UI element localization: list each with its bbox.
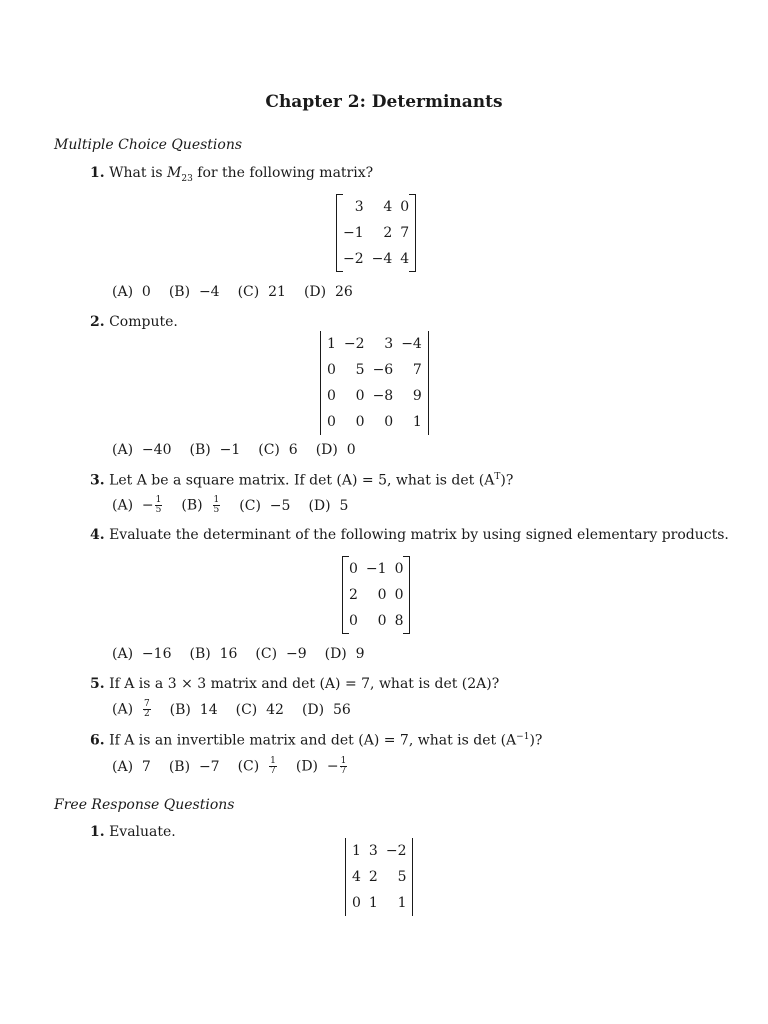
question-text: Let A be a square matrix. If det (A) = 5, what is det (A: [109, 472, 495, 489]
matrix-cell: 0: [355, 414, 365, 430]
question-4: [90, 527, 729, 543]
numerator: 1: [155, 495, 162, 505]
answer-choice: [112, 759, 151, 775]
answer-choice: [236, 702, 284, 718]
choices-q5: [112, 700, 369, 719]
matrix-cell: 5: [355, 362, 365, 378]
matrix-cell: 0: [352, 895, 361, 911]
matrix-cell: 5: [397, 869, 407, 885]
matrix-cell: 0: [349, 613, 358, 629]
answer-choice: (D) 9: [324, 646, 365, 662]
section-multiple-choice: Multiple Choice Questions: [54, 137, 243, 153]
answer-choice: (D) 0: [315, 442, 356, 458]
matrix-row: [348, 890, 410, 916]
question-6: [90, 732, 542, 749]
denominator: 2: [143, 709, 150, 719]
matrix-cell: 0: [327, 388, 336, 404]
matrix-row: [345, 582, 407, 608]
question-2: [90, 314, 178, 330]
matrix-symbol: M: [167, 165, 182, 181]
matrix-row: [323, 409, 426, 435]
matrix-cell: −4: [371, 251, 393, 267]
numerator: 7: [143, 699, 150, 709]
question-text: If A is a 3 × 3 matrix and det (A) = 7, what is det (2A)?: [109, 676, 500, 692]
matrix-row: [348, 838, 410, 864]
matrix-q4: [342, 556, 410, 634]
answer-choice: [239, 498, 290, 514]
choice-label: (C) 42: [235, 701, 284, 718]
answer-choice: (B) −1: [189, 442, 241, 458]
answer-choice: [302, 702, 351, 718]
matrix-cell: 0: [377, 587, 387, 603]
choices-q1: [112, 284, 371, 300]
question-text: What is: [109, 165, 168, 181]
question-3: [90, 472, 513, 489]
answer-choice: (A) 0: [112, 284, 151, 300]
matrix-cell: 0: [327, 362, 336, 378]
answer-choice: [296, 757, 349, 776]
matrix-cell: 0: [355, 388, 365, 404]
matrix-cell: 1: [352, 843, 361, 859]
answer-choice: [170, 702, 218, 718]
matrix-cell: −4: [401, 336, 422, 352]
matrix-cell: 8: [394, 613, 404, 629]
answer-choice: [112, 496, 163, 515]
numerator: 1: [340, 756, 347, 766]
matrix-cell: 2: [349, 587, 358, 603]
matrix-cell: 4: [383, 199, 393, 215]
matrix-cell: 0: [394, 561, 404, 577]
answer-choice: [181, 496, 221, 515]
question-text: Compute.: [109, 314, 178, 330]
matrix-cell: 0: [377, 613, 387, 629]
answer-choice: (C) −9: [255, 646, 307, 662]
matrix-cell: 0: [400, 199, 410, 215]
choices-q4: [112, 646, 383, 662]
question-number: 1.: [90, 824, 105, 840]
choice-label: (B): [181, 497, 212, 514]
matrix-cell: 7: [412, 362, 422, 378]
question-5: [90, 676, 499, 692]
matrix-row: [339, 246, 413, 272]
fraction: [143, 700, 151, 719]
matrix-cell: −2: [343, 251, 364, 267]
choices-q3: [112, 496, 366, 515]
answer-choice: [112, 700, 152, 719]
matrix-row: [323, 357, 426, 383]
question-1: [90, 165, 373, 184]
choice-label: (D) 5: [308, 497, 349, 514]
choices-q2: [112, 442, 374, 458]
matrix-cell: 1: [397, 895, 407, 911]
matrix-cell: 2: [368, 869, 378, 885]
matrix-row: [345, 556, 407, 582]
question-text-end: for the following matrix?: [192, 165, 374, 181]
matrix-q1: [336, 194, 416, 272]
choice-label: (A): [112, 701, 142, 718]
matrix-row: [339, 194, 413, 220]
question-text-end: )?: [500, 472, 514, 489]
matrix-cell: −1: [343, 225, 364, 241]
matrix-cell: 1: [412, 414, 422, 430]
choice-label: (C): [237, 758, 269, 775]
question-text: If A is an invertible matrix and det (A) = 7, what is det (A: [109, 732, 517, 749]
answer-choice: (C) 6: [258, 442, 298, 458]
matrix-cell: 2: [383, 225, 393, 241]
matrix-q2: [320, 331, 429, 435]
fraction: [340, 757, 348, 776]
question-number: 4.: [90, 527, 105, 543]
answer-choice: [169, 759, 220, 775]
fraction: [269, 757, 277, 776]
matrix-cell: 0: [327, 414, 336, 430]
question-number: 6.: [90, 732, 105, 749]
question-number: 3.: [90, 472, 105, 489]
choice-label: (D) 56: [301, 701, 351, 718]
numerator: 1: [213, 495, 220, 505]
subscript: 23: [181, 173, 193, 184]
matrix-row: [339, 220, 413, 246]
numerator: 1: [270, 756, 276, 766]
matrix-cell: 0: [384, 414, 394, 430]
matrix-cell: −1: [365, 561, 387, 577]
matrix-cell: −6: [372, 362, 394, 378]
superscript: −1: [516, 732, 530, 742]
matrix-row: [323, 331, 426, 357]
page-title: Chapter 2: Determinants: [265, 92, 503, 112]
denominator: 5: [155, 505, 162, 515]
answer-choice: [238, 757, 278, 776]
question-number: 2.: [90, 314, 105, 330]
matrix-cell: 7: [400, 225, 410, 241]
superscript: T: [494, 472, 501, 482]
answer-choice: (A) −16: [112, 646, 172, 662]
matrix-cell: 3: [354, 199, 364, 215]
choice-label: (B) −7: [168, 758, 220, 775]
matrix-cell: 0: [394, 587, 404, 603]
matrix-cell: 3: [368, 843, 378, 859]
question-text: Evaluate the determinant of the following matrix by using signed elementary products.: [109, 527, 729, 543]
matrix-row: [348, 864, 410, 890]
choice-label: (D) −: [295, 758, 339, 775]
choice-label: (A) 7: [112, 758, 151, 775]
answer-choice: (C) 21: [237, 284, 286, 300]
answer-choice: (B) −4: [168, 284, 220, 300]
matrix-cell: 0: [349, 561, 358, 577]
answer-choice: (B) 16: [189, 646, 238, 662]
answer-choice: [308, 498, 348, 514]
question-text: Evaluate.: [109, 824, 176, 840]
matrix-cell: 1: [327, 336, 336, 352]
choices-q6: [112, 757, 366, 776]
matrix-cell: −8: [372, 388, 394, 404]
matrix-cell: 9: [412, 388, 422, 404]
section-free-response: Free Response Questions: [54, 797, 235, 813]
matrix-cell: −2: [343, 336, 365, 352]
matrix-row: [323, 383, 426, 409]
denominator: 5: [213, 505, 220, 515]
denominator: 7: [340, 766, 347, 776]
choice-label: (C) −5: [239, 497, 291, 514]
matrix-cell: −2: [385, 843, 407, 859]
matrix-fr1: [345, 838, 413, 916]
fraction: [155, 496, 163, 515]
denominator: 7: [270, 766, 276, 776]
matrix-cell: 3: [384, 336, 394, 352]
choice-label: (A) −: [112, 497, 154, 514]
answer-choice: (D) 26: [303, 284, 353, 300]
answer-choice: (A) −40: [112, 442, 172, 458]
question-number: 5.: [90, 676, 105, 692]
free-response-1: [90, 824, 176, 840]
fraction: [213, 496, 221, 515]
matrix-cell: 4: [400, 251, 410, 267]
question-text-end: )?: [529, 732, 543, 749]
matrix-cell: 1: [368, 895, 378, 911]
matrix-row: [345, 608, 407, 634]
choice-label: (B) 14: [169, 701, 218, 718]
matrix-cell: 4: [352, 869, 361, 885]
question-number: 1.: [90, 165, 105, 181]
